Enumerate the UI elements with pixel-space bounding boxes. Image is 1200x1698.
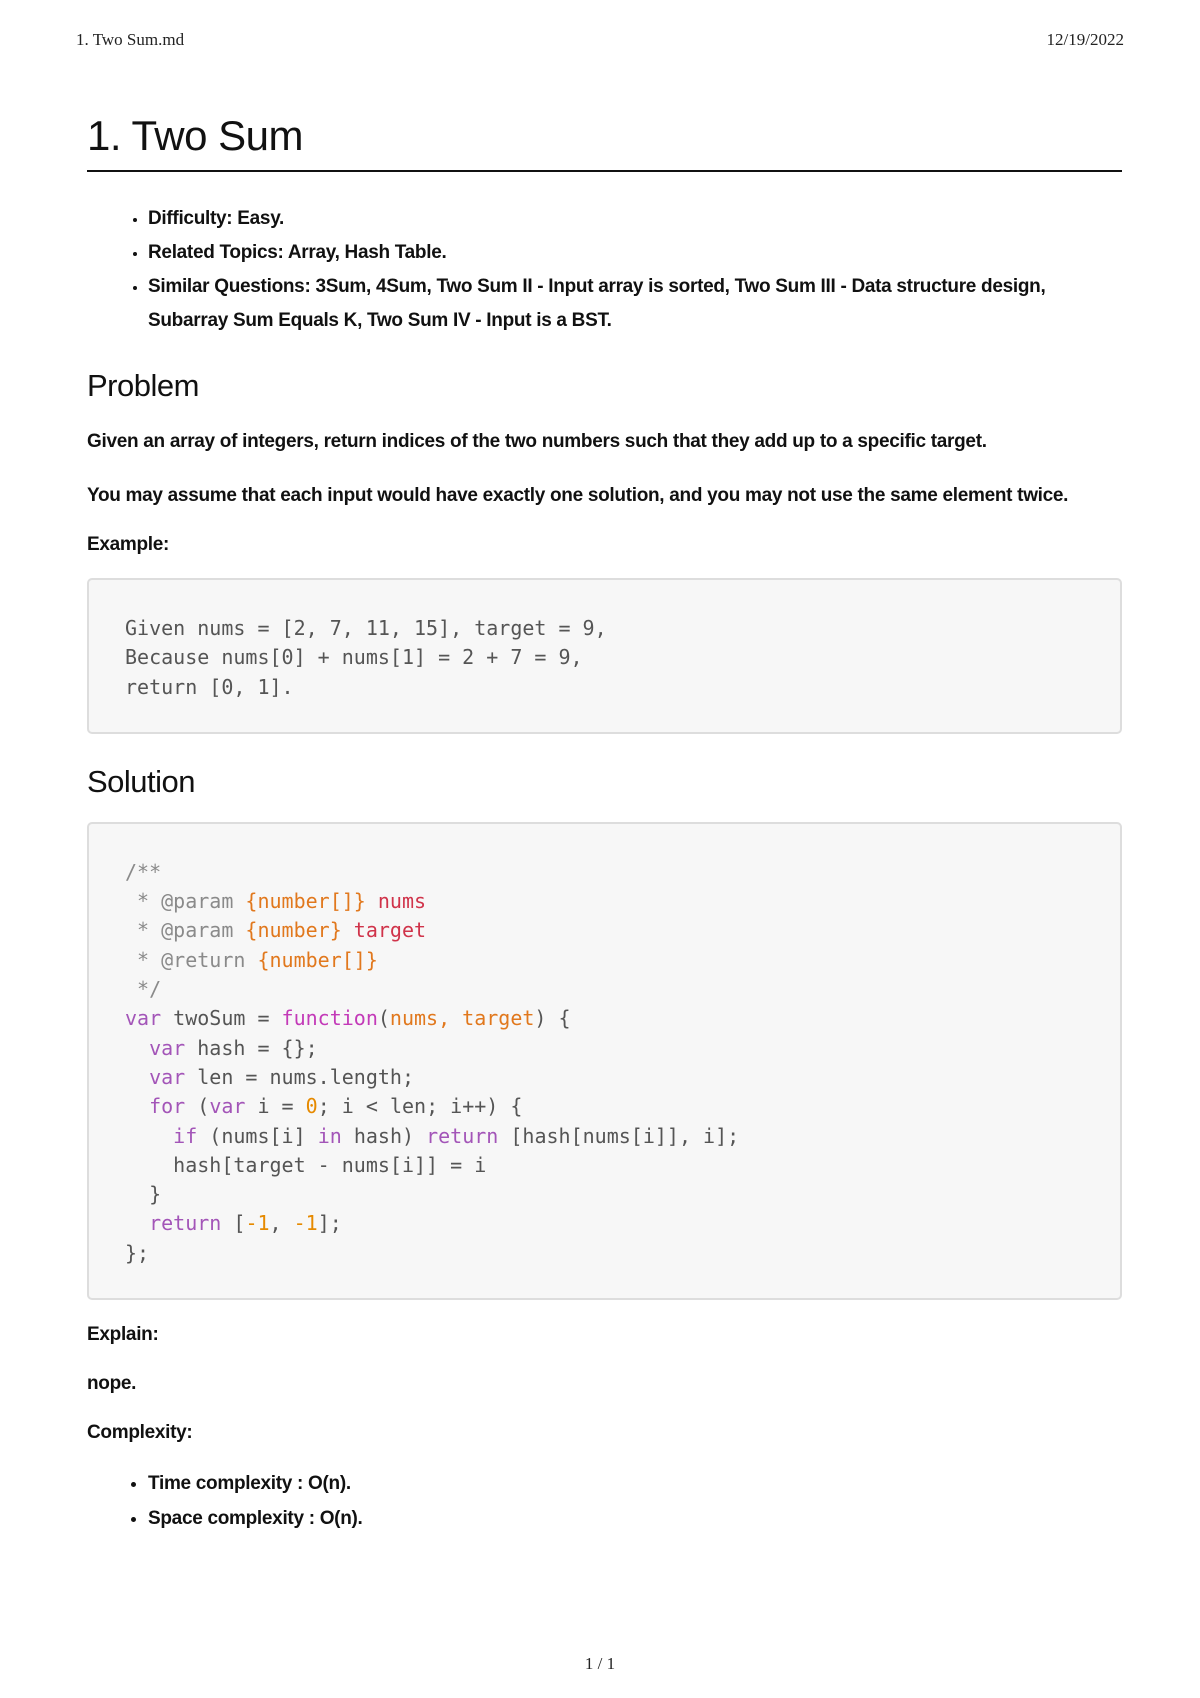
problem-paragraph-1: Given an array of integers, return indices of the two numbers such that they add up to a specific target. — [87, 431, 987, 452]
code-token: [hash[nums[i]], i]; — [498, 1123, 740, 1148]
example-code-block — [87, 578, 1122, 734]
code-token: return — [426, 1123, 499, 1148]
code-token: if — [173, 1123, 198, 1148]
file-name: 1. Two Sum.md — [76, 30, 185, 49]
code-line — [125, 1241, 149, 1265]
bold-indices: indices — [381, 431, 446, 452]
code-token: hash[target - nums[i]] = i — [125, 1152, 487, 1177]
example-line: return [0, 1]. — [125, 674, 294, 699]
example-line: Given nums = [2, 7, 11, 15], target = 9, — [125, 616, 607, 640]
example-label: Example: — [87, 534, 170, 555]
meta-difficulty: • Difficulty: Easy. — [148, 202, 1122, 236]
code-line — [125, 1211, 342, 1235]
code-token: ; i < len; i++) { — [317, 1094, 523, 1119]
code-token: (nums[i] — [197, 1123, 318, 1148]
code-token: var — [209, 1094, 246, 1119]
code-token: ( — [377, 1006, 390, 1031]
code-token: ( — [185, 1094, 210, 1119]
code-token: var — [149, 1064, 186, 1089]
code-token — [125, 1036, 149, 1060]
code-token: i = — [245, 1094, 306, 1119]
print-date: 12/19/2022 — [1046, 30, 1124, 49]
code-token — [125, 1211, 149, 1235]
code-token — [125, 1094, 149, 1118]
code-token: {number[]} — [257, 947, 378, 972]
code-token: * @param — [125, 889, 246, 914]
code-token: in — [317, 1123, 342, 1148]
code-line — [125, 977, 161, 1001]
code-line — [125, 918, 426, 942]
code-token: hash) — [341, 1123, 427, 1148]
code-line — [125, 948, 378, 972]
code-token: target — [341, 918, 427, 943]
code-line — [125, 1124, 739, 1148]
code-token: }; — [125, 1240, 150, 1265]
code-token: function — [281, 1006, 378, 1031]
meta-related-topics: • Related Topics: Array, Hash Table. — [148, 236, 1122, 270]
code-token: */ — [125, 977, 162, 1002]
complexity-list — [87, 1466, 1122, 1536]
code-token: [ — [221, 1211, 246, 1236]
complexity-label: Complexity: — [87, 1422, 193, 1444]
print-header — [76, 30, 1124, 54]
solution-heading: Solution — [87, 763, 196, 799]
code-token: twoSum = — [161, 1006, 282, 1031]
code-token: /** — [125, 859, 162, 884]
code-token: return — [149, 1211, 222, 1236]
page-title: 1. Two Sum — [87, 112, 1122, 172]
bold-exactly: exactly — [482, 485, 545, 506]
space-complexity: • Space complexity : O(n). — [148, 1501, 1122, 1536]
code-line — [125, 1182, 161, 1206]
problem-heading: Problem — [87, 368, 199, 403]
code-token: ]; — [317, 1211, 342, 1236]
explain-label: Explain: — [87, 1324, 159, 1346]
problem-paragraph-2: You may assume that each input would have exactly one solution, and you may not use the same element twice. — [87, 485, 1069, 506]
document-body — [87, 112, 1122, 1536]
code-token: var — [125, 1006, 162, 1031]
code-line — [125, 1006, 571, 1030]
code-token: } — [125, 1182, 162, 1207]
code-line — [125, 1094, 522, 1118]
code-token: 0 — [305, 1094, 318, 1119]
explain-text: nope. — [87, 1373, 137, 1395]
solution-code-block — [87, 822, 1122, 1300]
code-token: {number} — [245, 918, 342, 943]
code-token: len = nums.length; — [185, 1064, 414, 1089]
code-token — [125, 1124, 173, 1148]
code-token: * @param — [125, 918, 246, 943]
code-token: var — [149, 1035, 186, 1060]
code-token: hash = {}; — [185, 1035, 318, 1060]
code-token: , — [269, 1211, 294, 1236]
time-complexity: • Time complexity : O(n). — [148, 1466, 1122, 1501]
code-token: {number[]} — [245, 889, 366, 914]
code-line — [125, 889, 426, 913]
example-line: Because nums[0] + nums[1] = 2 + 7 = 9, — [125, 645, 583, 670]
code-token: -1 — [245, 1211, 270, 1236]
code-token: * @return — [125, 947, 258, 972]
code-line — [125, 1065, 414, 1089]
meta-list — [87, 202, 1122, 338]
code-token: nums — [365, 889, 427, 914]
page-number: 1 / 1 — [584, 1654, 616, 1673]
code-token: -1 — [293, 1211, 318, 1236]
code-line — [125, 1153, 486, 1177]
code-token: for — [149, 1094, 186, 1119]
code-token: ) { — [534, 1006, 571, 1031]
code-line — [125, 1036, 318, 1060]
code-token — [125, 1065, 149, 1089]
code-line — [125, 860, 161, 884]
code-token: nums, target — [389, 1006, 535, 1031]
meta-similar-questions: • Similar Questions: 3Sum, 4Sum, Two Sum II - Input array is sorted, Two Sum III - Data structure design, Subarray Sum Equals K, Two Sum IV - Input is a BST. — [148, 270, 1122, 338]
